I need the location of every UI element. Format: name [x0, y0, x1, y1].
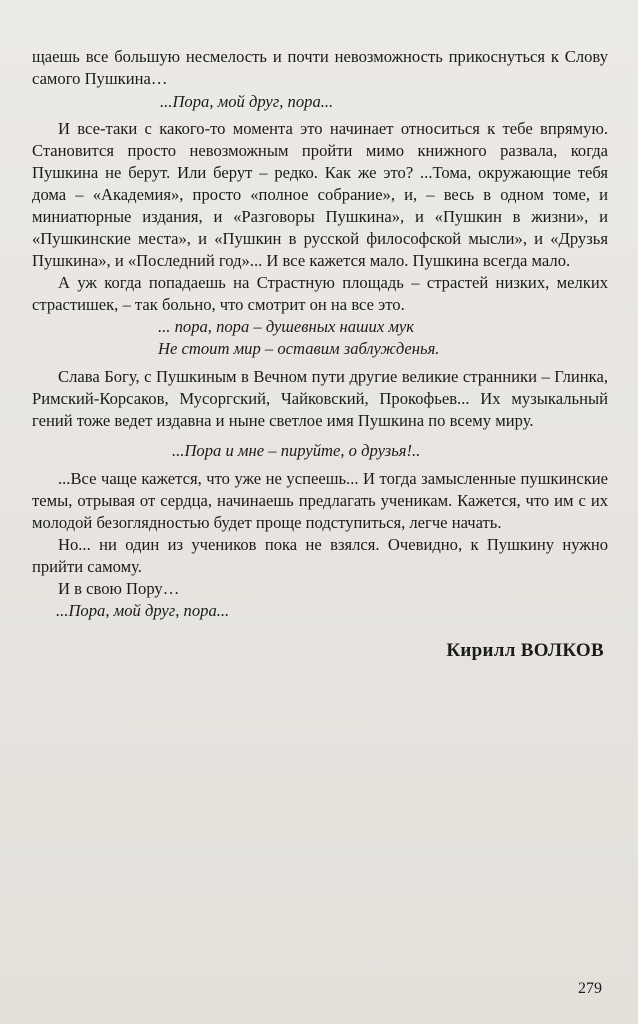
paragraph-2: И все-таки с какого-то момента это начинает относиться к тебе впрямую. Становится просто невозможным пройти мимо книжного развала, когда Пушкина не берут. Или берут – редко. Как же это? ...Тома, окружающие тебя дома – «Академия», просто «полное собрание», и, – весь в одном томе, и миниатюрные издания, и «Разговоры Пушкина», и «Пушкин в жизни», и «Пушкинские места», и «Пушкин в русской философской мысли», и «Друзья Пушкина», и «Последний год»... И все кажется мало. Пушкина всегда мало. [32, 119, 608, 270]
verse-line-2a: ... пора, пора – душевных наших мук [158, 317, 415, 336]
verse-line-3: ...Пора и мне – пируйте, о друзья!.. [172, 441, 421, 460]
paragraph-1: щаешь все большую несмелость и почти невозможность прикоснуться к Слову самого Пушкина… [32, 47, 608, 88]
paragraph-7: И в свою Пору… [58, 579, 180, 598]
paragraph-3: А уж когда попадаешь на Страстную площадь – страстей низких, мелких страстишек, – так больно, что смотрит он на все это. [32, 273, 608, 314]
verse-line-2b: Не стоит мир – оставим заблужденья. [158, 339, 440, 358]
author-signature: Кирилл ВОЛКОВ [446, 640, 604, 661]
paragraph-6: Но... ни один из учеников пока не взялся. Очевидно, к Пушкину нужно прийти самому. [32, 535, 608, 576]
paragraph-4: Слава Богу, с Пушкиным в Вечном пути другие великие странники – Глинка, Римский-Корсаков, Мусоргский, Чайковский, Прокофьев... Их музыкальный гений тоже ведет издавна и ныне светлое имя Пушкина по всему миру. [32, 367, 608, 430]
main-text [32, 46, 608, 622]
verse-line-1: ...Пора, мой друг, пора... [160, 92, 334, 111]
page-number: 279 [578, 980, 602, 997]
verse-line-4: ...Пора, мой друг, пора... [56, 601, 230, 620]
paragraph-5: ...Все чаще кажется, что уже не успеешь... И тогда замысленные пушкинские темы, отрывая от сердца, начинаешь предлагать ученикам. Кажется, что им с их молодой безоглядностью будет проще подступиться, легче начать. [32, 469, 608, 532]
